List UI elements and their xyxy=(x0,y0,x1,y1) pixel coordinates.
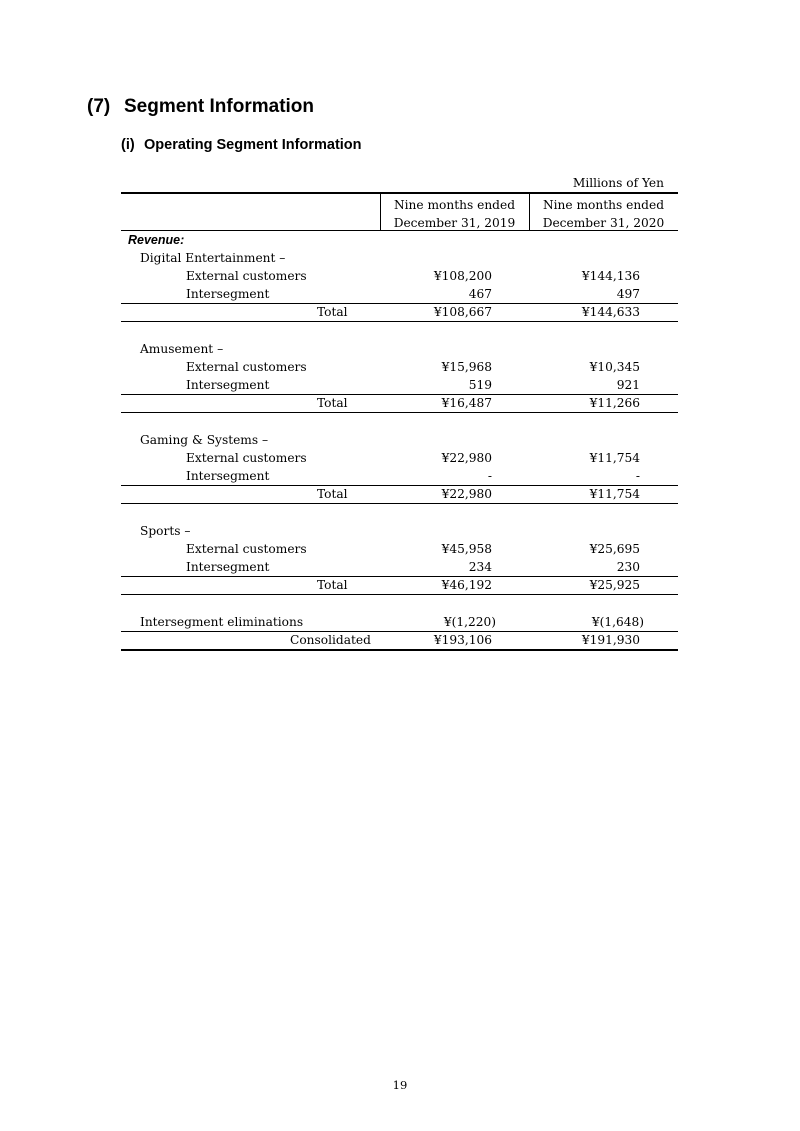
value-2020: ¥144,633 xyxy=(581,305,640,319)
value-2019: ¥15,968 xyxy=(441,360,492,374)
intersegment-row xyxy=(121,467,678,485)
value-2019: 519 xyxy=(468,378,492,392)
value-2020: ¥25,925 xyxy=(589,578,640,592)
consolidated-row xyxy=(121,631,678,651)
segment-name: Sports – xyxy=(140,524,191,538)
value-2020: ¥144,136 xyxy=(581,269,640,283)
subsection-title: Operating Segment Information xyxy=(144,137,362,153)
value-2020: 230 xyxy=(616,560,640,574)
value-2019: ¥22,980 xyxy=(441,451,492,465)
page-number: 19 xyxy=(392,1078,408,1092)
consolidated-label: Consolidated xyxy=(290,633,371,647)
segment-name-row xyxy=(121,249,678,267)
unit-label: Millions of Yen xyxy=(572,176,664,190)
intersegment-label: Intersegment xyxy=(186,469,270,483)
intersegment-label: Intersegment xyxy=(186,287,270,301)
segment-name: Amusement – xyxy=(140,342,224,356)
eliminations-row xyxy=(121,613,678,631)
subsection-heading xyxy=(121,137,362,153)
segment-name-row xyxy=(121,522,678,540)
revenue-label: Revenue: xyxy=(128,233,185,247)
total-row xyxy=(121,394,678,413)
segment-table xyxy=(121,192,678,651)
external-label: External customers xyxy=(186,451,307,465)
intersegment-row xyxy=(121,558,678,576)
total-label: Total xyxy=(317,305,348,319)
subsection-number: (i) xyxy=(121,137,135,153)
revenue-row xyxy=(121,231,678,249)
eliminations-label: Intersegment eliminations xyxy=(140,615,304,629)
intersegment-label: Intersegment xyxy=(186,378,270,392)
column-header-2020: Nine months ended December 31, 2020 xyxy=(542,198,665,230)
value-2019: - xyxy=(487,469,492,483)
external-row xyxy=(121,449,678,467)
intersegment-row xyxy=(121,285,678,303)
value-2019: ¥193,106 xyxy=(433,633,492,647)
intersegment-row xyxy=(121,376,678,394)
value-2020: 921 xyxy=(616,378,640,392)
segment-name: Digital Entertainment – xyxy=(140,251,286,265)
total-label: Total xyxy=(317,396,348,410)
value-2019: ¥45,958 xyxy=(441,542,492,556)
value-2019: ¥46,192 xyxy=(441,578,492,592)
spacer xyxy=(121,322,678,340)
section-title: Segment Information xyxy=(124,96,315,117)
value-2020: ¥11,266 xyxy=(589,396,640,410)
column-header-2019: Nine months ended December 31, 2019 xyxy=(393,198,516,230)
external-label: External customers xyxy=(186,360,307,374)
spacer xyxy=(121,413,678,431)
column-header-row xyxy=(121,192,678,231)
section-number: (7) xyxy=(87,96,111,117)
value-2020: ¥191,930 xyxy=(581,633,640,647)
external-label: External customers xyxy=(186,542,307,556)
value-2019: ¥16,487 xyxy=(441,396,492,410)
value-2019: ¥22,980 xyxy=(441,487,492,501)
spacer xyxy=(121,504,678,522)
external-row xyxy=(121,358,678,376)
external-row xyxy=(121,267,678,285)
value-2019: ¥(1,220) xyxy=(443,615,496,629)
value-2019: ¥108,667 xyxy=(433,305,492,319)
total-label: Total xyxy=(317,578,348,592)
value-2020: ¥11,754 xyxy=(589,487,640,501)
value-2020: ¥25,695 xyxy=(589,542,640,556)
spacer xyxy=(121,595,678,613)
total-row xyxy=(121,303,678,322)
section-heading xyxy=(87,96,314,118)
value-2019: ¥108,200 xyxy=(433,269,492,283)
intersegment-label: Intersegment xyxy=(186,560,270,574)
total-row xyxy=(121,485,678,504)
value-2020: - xyxy=(635,469,640,483)
value-2019: 467 xyxy=(468,287,492,301)
segment-name-row xyxy=(121,340,678,358)
total-label: Total xyxy=(317,487,348,501)
total-row xyxy=(121,576,678,595)
external-row xyxy=(121,540,678,558)
value-2020: ¥10,345 xyxy=(589,360,640,374)
value-2020: 497 xyxy=(616,287,640,301)
value-2019: 234 xyxy=(468,560,492,574)
value-2020: ¥11,754 xyxy=(589,451,640,465)
value-2020: ¥(1,648) xyxy=(591,615,644,629)
segment-name: Gaming & Systems – xyxy=(140,433,269,447)
external-label: External customers xyxy=(186,269,307,283)
segment-name-row xyxy=(121,431,678,449)
